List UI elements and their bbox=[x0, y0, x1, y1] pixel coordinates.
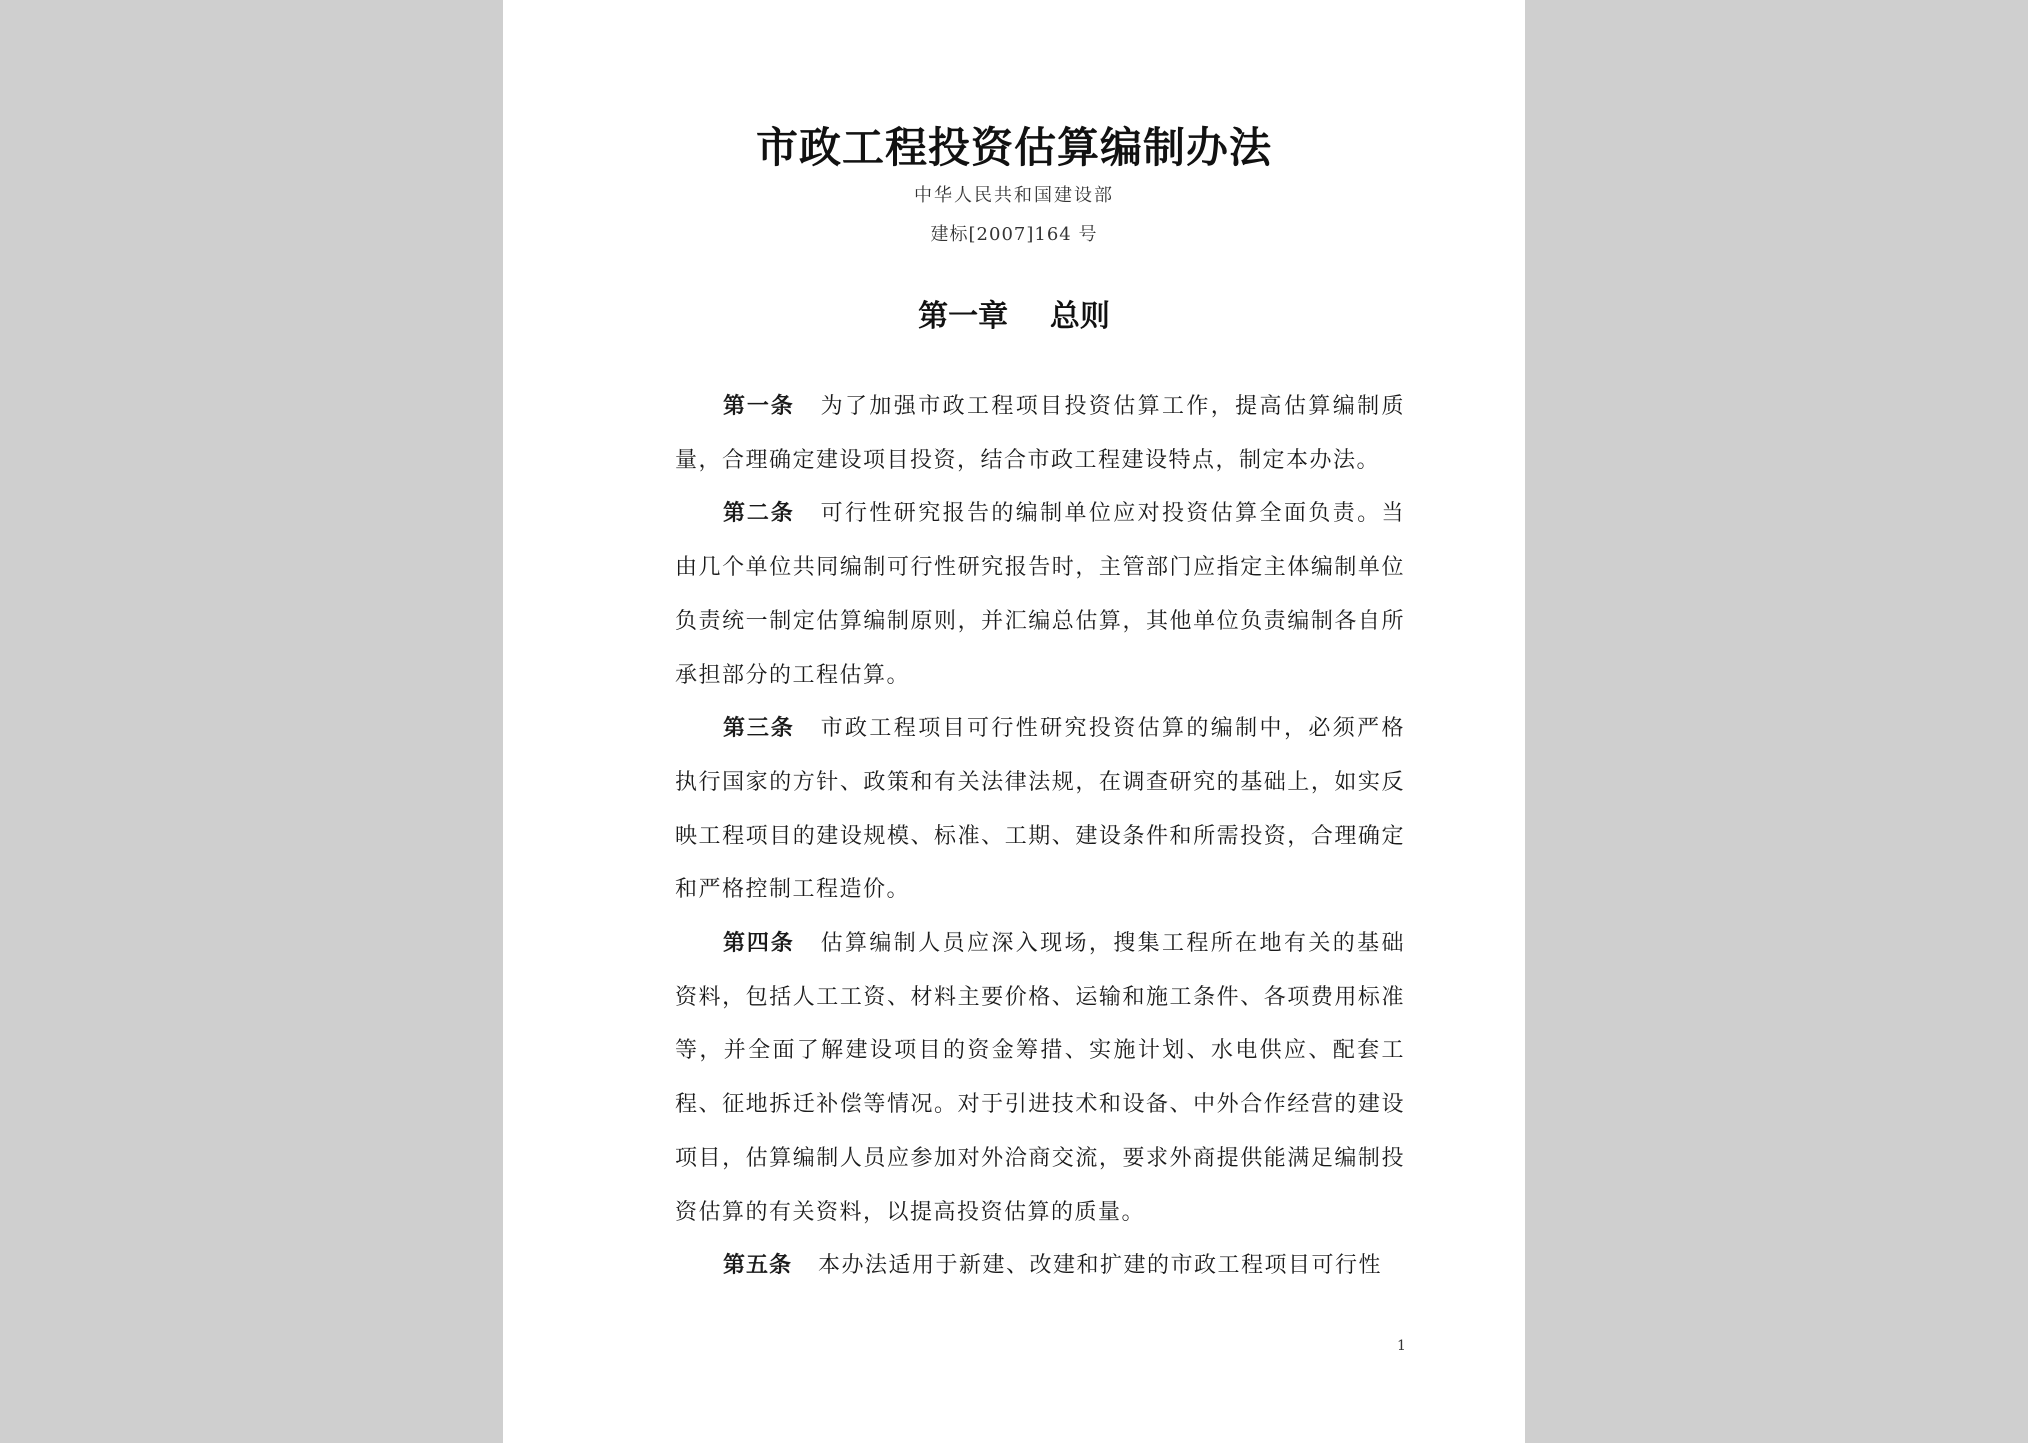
article-5 bbox=[675, 1239, 1405, 1293]
article-label: 第四条 bbox=[723, 930, 795, 957]
page-number: 1 bbox=[1397, 1338, 1406, 1354]
article-text: 为了加强市政工程项目投资估算工作，提高估算编制质量，合理确定建设项目投资，结合市政工程建设特点，制定本办法。 bbox=[675, 394, 1405, 473]
article-3 bbox=[675, 702, 1405, 917]
article-2 bbox=[675, 487, 1405, 702]
article-text: 估算编制人员应深入现场，搜集工程所在地有关的基础资料，包括人工工资、材料主要价格、运输和施工条件、各项费用标准等，并全面了解建设项目的资金筹措、实施计划、水电供应、配套工程、征地拆迁补偿等情况。对于引进技术和设备、中外合作经营的建设项目，估算编制人员应参加对外洽商交流，要求外商提供能满足编制投资估算的有关资料，以提高投资估算的质量。 bbox=[675, 931, 1405, 1225]
document-title: 市政工程投资估算编制办法 bbox=[755, 123, 1272, 172]
article-label: 第二条 bbox=[723, 500, 795, 527]
article-1 bbox=[675, 380, 1405, 487]
article-text: 本办法适用于新建、改建和扩建的市政工程项目可行性 bbox=[818, 1253, 1383, 1279]
article-label: 第一条 bbox=[723, 393, 795, 419]
article-label: 第三条 bbox=[723, 715, 795, 742]
document-body bbox=[675, 380, 1405, 1293]
article-text: 可行性研究报告的编制单位应对投资估算全面负责。当由几个单位共同编制可行性研究报告时，主管部门应指定主体编制单位负责统一制定估算编制原则，并汇编总估算，其他单位负责编制各自所承担部分的工程估算。 bbox=[675, 501, 1405, 688]
article-4 bbox=[675, 917, 1405, 1239]
chapter-heading: 第一章 总则 bbox=[918, 299, 1110, 334]
document-number: 建标[2007]164 号 bbox=[930, 224, 1098, 245]
document-page bbox=[503, 0, 1525, 1443]
article-label: 第五条 bbox=[723, 1252, 793, 1279]
issuing-authority: 中华人民共和国建设部 bbox=[914, 185, 1114, 206]
article-text: 市政工程项目可行性研究投资估算的编制中，必须严格执行国家的方针、政策和有关法律法规，在调查研究的基础上，如实反映工程项目的建设规模、标准、工期、建设条件和所需投资，合理确定和严格控制工程造价。 bbox=[675, 716, 1405, 903]
